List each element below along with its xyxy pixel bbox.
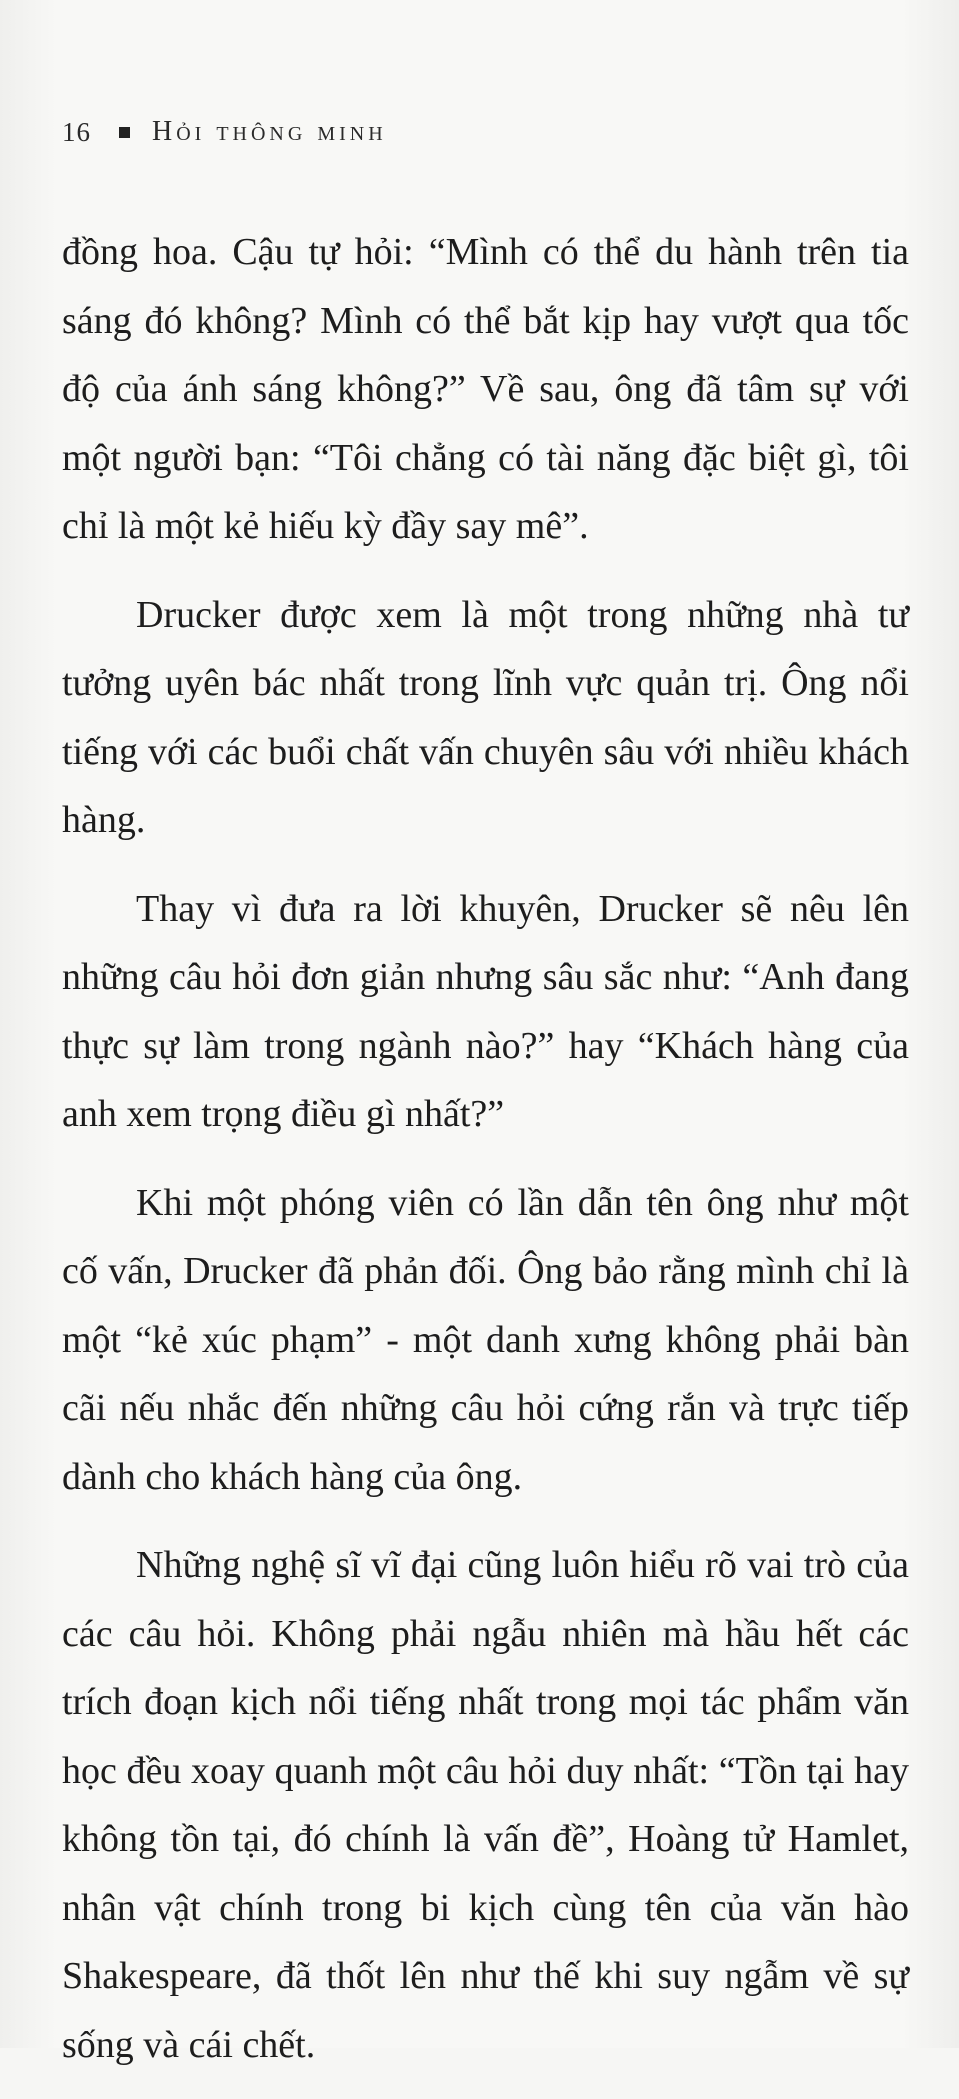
running-header <box>62 112 387 152</box>
square-bullet-icon <box>119 127 130 138</box>
paragraph-artists-questions: Những nghệ sĩ vĩ đại cũng luôn hiểu rõ vai trò của các câu hỏi. Không phải ngẫu nhiên mà hầu hết các trích đoạn kịch nổi tiếng nhất trong mọi tác phẩm văn học đều xoay quanh một câu hỏi duy nhất: “Tồn tại hay không tồn tại, đó chính là vấn đề”, Hoàng tử Hamlet, nhân vật chính trong bi kịch cùng tên của văn hào Shakespeare, đã thốt lên như thế khi suy ngẫm về sự sống và cái chết. <box>62 1544 909 2066</box>
paragraph-drucker-questions: Thay vì đưa ra lời khuyên, Drucker sẽ nêu lên những câu hỏi đơn giản nhưng sâu sắc như: “Anh đang thực sự làm trong ngành nào?” hay “Khách hàng của anh xem trọng điều gì nhất?” <box>62 887 909 1135</box>
paragraph-continued: đồng hoa. Cậu tự hỏi: “Mình có thể du hành trên tia sáng đó không? Mình có thể bắt kịp hay vượt qua tốc độ của ánh sáng không?” Về sau, ông đã tâm sự với một người bạn: “Tôi chẳng có tài năng đặc biệt gì, tôi chỉ là một kẻ hiếu kỳ đầy say mê”. <box>62 231 909 547</box>
body-text <box>62 218 909 2099</box>
book-title: Hỏi thông minh <box>152 116 387 147</box>
paragraph-drucker-reporter: Khi một phóng viên có lần dẫn tên ông như một cố vấn, Drucker đã phản đối. Ông bảo rằng mình chỉ là một “kẻ xúc phạm” - một danh xưng không phải bàn cãi nếu nhắc đến những câu hỏi cứng rắn và trực tiếp dành cho khách hàng của ông. <box>62 1181 909 1498</box>
paragraph-drucker-intro: Drucker được xem là một trong những nhà tư tưởng uyên bác nhất trong lĩnh vực quản trị. Ông nổi tiếng với các buổi chất vấn chuyên sâu với nhiều khách hàng. <box>62 593 909 841</box>
page-number: 16 <box>62 116 91 147</box>
